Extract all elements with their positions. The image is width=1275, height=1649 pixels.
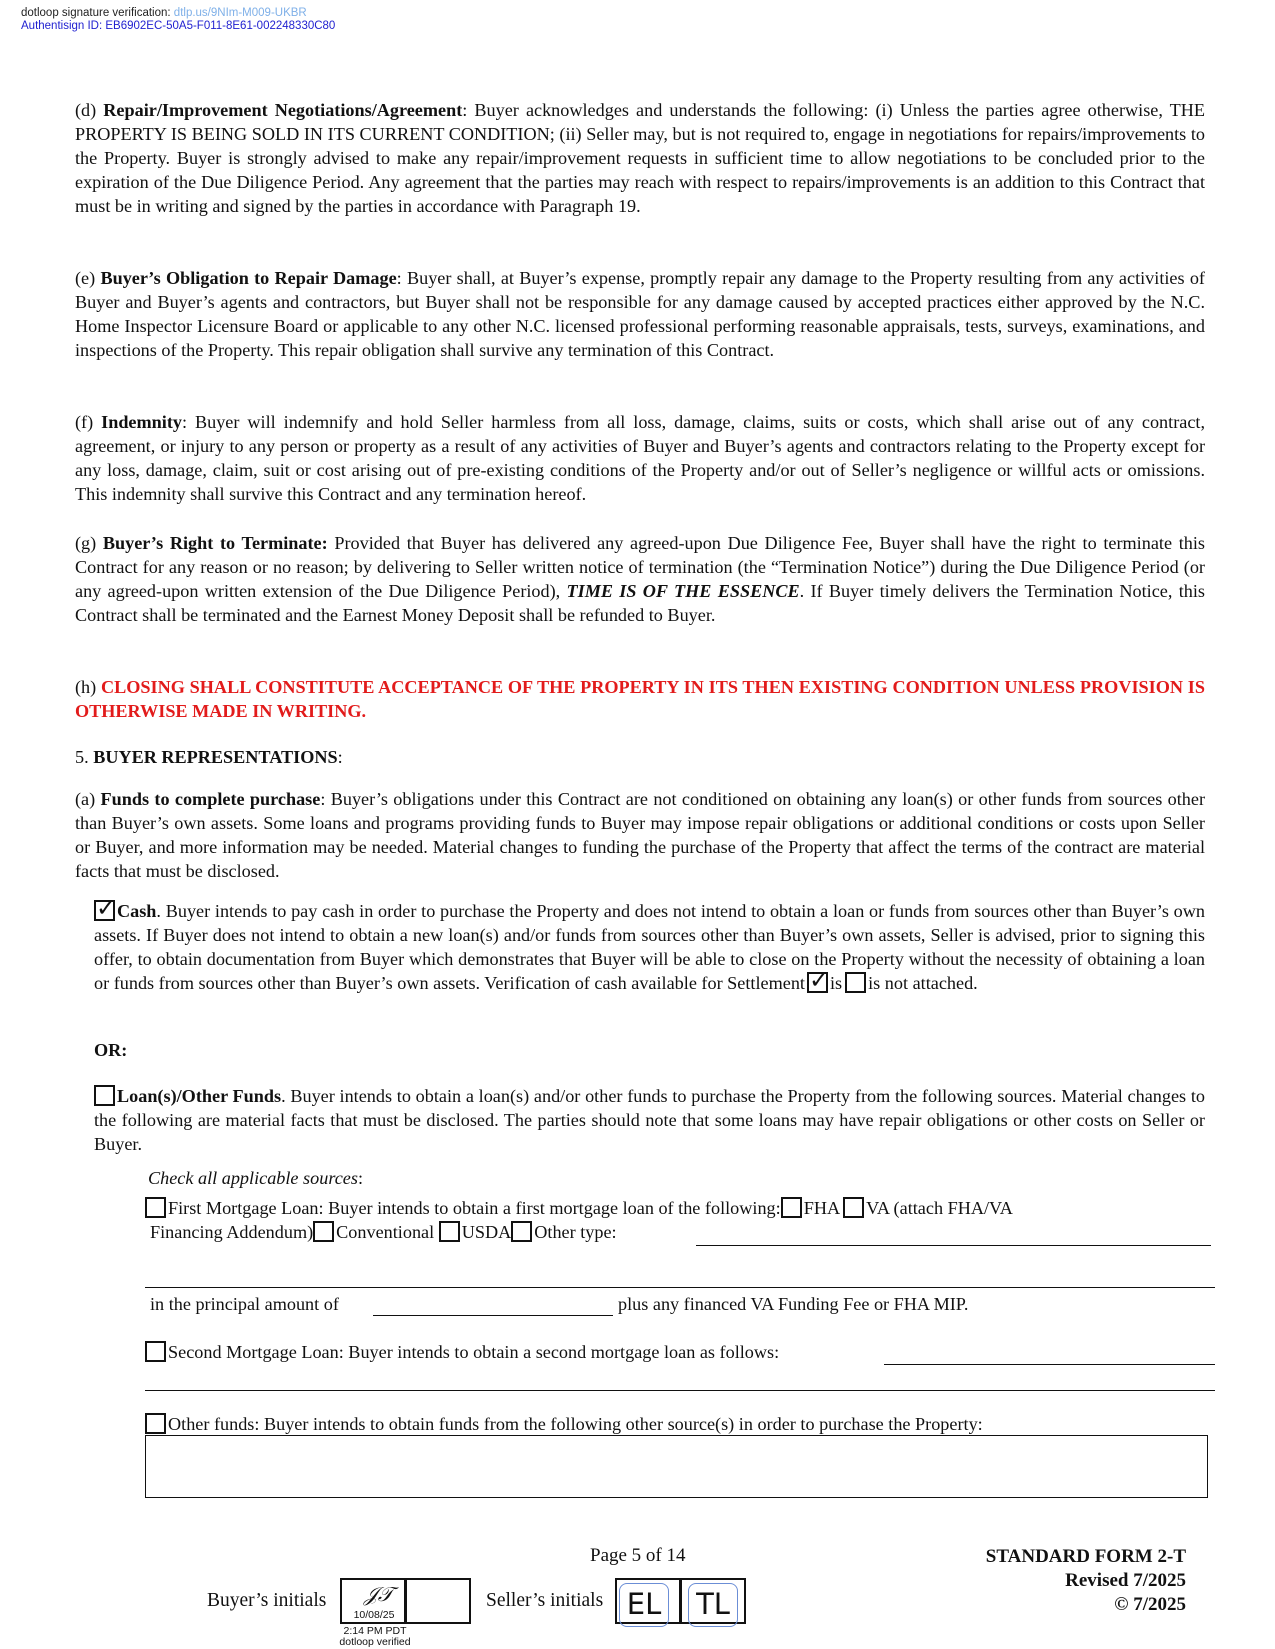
section-f-indemnity: (f) Indemnity: Buyer will indemnify and hold Seller harmless from all loss, damage, claims, suits or costs, which shall arise out of any contract, agreement, or injury to any person or property as a result of any activities of Buyer and Buyer’s agents and contractors relating to the Property except for any loss, damage, claim, suit or cost arising out of pre-existing conditions of the Property and/or out of Seller’s negligence or willful acts or omissions. This indemnity shall survive this Contract and any termination hereof.: [75, 412, 1205, 504]
verification-is-checkbox[interactable]: [807, 966, 830, 994]
buyer-initials-label: Buyer’s initials: [207, 1590, 327, 1611]
form-identifier: STANDARD FORM 2-T Revised 7/2025 © 7/2025: [985, 1546, 1186, 1615]
usda-checkbox[interactable]: [439, 1221, 460, 1242]
principal-amount-input[interactable]: [373, 1315, 613, 1316]
buyer-initials-box-1[interactable]: [340, 1578, 406, 1624]
principal-suffix: plus any financed VA Funding Fee or FHA MIP.: [618, 1294, 969, 1314]
section-d-title: Repair/Improvement Negotiations/Agreement: [103, 100, 463, 120]
other-type-checkbox[interactable]: [511, 1221, 532, 1242]
first-mortgage-types: Financing Addendum) Conventional USDA Other type:: [150, 1222, 617, 1242]
buyer-initial-1-signature: 𝒥𝒯: [364, 1582, 394, 1606]
other-type-input[interactable]: [696, 1245, 1211, 1246]
other-funds-checkbox[interactable]: [145, 1413, 166, 1434]
signature-verification-header: [21, 7, 335, 33]
authentisign-id: Authentisign ID: EB6902EC-50A5-F011-8E61-002248330C80: [21, 20, 336, 32]
section-5a-title: Funds to complete purchase: [100, 789, 321, 809]
buyer-initials-box-2[interactable]: [405, 1578, 471, 1624]
closing-acceptance-warning: CLOSING SHALL CONSTITUTE ACCEPTANCE OF THE PROPERTY IN ITS THEN EXISTING CONDITION UNLESS PROVISION IS OTHERWISE MADE IN WRITING.: [75, 677, 1205, 721]
section-5-heading: 5. BUYER REPRESENTATIONS:: [75, 747, 343, 767]
cash-title: Cash: [117, 901, 157, 921]
section-g-title: Buyer’s Right to Terminate:: [102, 533, 328, 553]
time-essence-emphasis: TIME IS OF THE ESSENCE: [566, 581, 800, 601]
buyer-initial-1-date: 10/08/25: [353, 1609, 395, 1621]
verification-is-not-checkbox[interactable]: [845, 972, 866, 993]
first-mortgage-option: First Mortgage Loan: Buyer intends to obtain a first mortgage loan of the following: FHA VA (attach FHA/VA: [145, 1196, 1215, 1220]
fha-checkbox[interactable]: [781, 1197, 802, 1218]
va-checkbox[interactable]: [843, 1197, 864, 1218]
section-5a-funds: (a) Funds to complete purchase: Buyer’s obligations under this Contract are not conditioned on obtaining any loan(s) or other funds from sources other than Buyer’s own assets. Some loans and programs providing funds to Buyer may impose repair obligations or additional conditions or costs upon Seller or Buyer, and more information may be needed. Material changes to funding the purchase of the Property that affect the terms of the contract are material facts that must be disclosed.: [75, 789, 1206, 881]
first-mortgage-checkbox[interactable]: [145, 1197, 166, 1218]
section-e-repair-damage: (e) Buyer’s Obligation to Repair Damage: Buyer shall, at Buyer’s expense, promptly repair any damage to the Property resulting from any activities of Buyer and Buyer’s agents and contractors, but Buyer shall not be responsible for any damage caused by accepted practices either approved by the N.C. Home Inspector Licensure Board or applicable to any other N.C. licensed professional performing reasonable appraisals, tests, surveys, examinations, and inspections of the Property. This repair obligation shall survive any termination of this Contract.: [75, 268, 1205, 360]
section-d-repair-negotiations: (d) Repair/Improvement Negotiations/Agreement: Buyer acknowledges and understands the following: (i) Unless the parties agree otherwise, THE PROPERTY IS BEING SOLD IN ITS CURRENT CONDITION; (ii) Seller may, but is not required to, engage in negotiations for repairs/improvements to the Property. Buyer is strongly advised to make any repair/improvement requests in sufficient time to allow negotiations to be concluded prior to the expiration of the Due Diligence Period. Any agreement that the parties may reach with respect to repairs/improvements is an addition to this Contract that must be in writing and signed by the parties in accordance with Paragraph 19.: [75, 100, 1205, 216]
checkmark-icon: ✓: [96, 894, 117, 922]
section-e-title: Buyer’s Obligation to Repair Damage: [100, 268, 397, 288]
section-g-right-to-terminate: (g) Buyer’s Right to Terminate: Provided that Buyer has delivered any agreed-upon Due Diligence Fee, Buyer shall have the right to terminate this Contract for any reason or no reason; by delivering to Seller written notice of termination (the “Termination Notice”) during the Due Diligence Period (or any agreed-upon written extension of the Due Diligence Period), TIME IS OF THE ESSENCE. If Buyer timely delivers the Termination Notice, this Contract shall be terminated and the Earnest Money Deposit shall be refunded to Buyer.: [75, 533, 1205, 625]
section-h-closing-acceptance: (h) CLOSING SHALL CONSTITUTE ACCEPTANCE OF THE PROPERTY IN ITS THEN EXISTING CONDITION UNLESS PROVISION IS OTHERWISE MADE IN WRITING.: [75, 677, 1205, 721]
other-funds-option: Other funds: Buyer intends to obtain funds from the following other source(s) in order to purchase the Property:: [145, 1412, 983, 1436]
seller-initials-box-1[interactable]: [615, 1578, 681, 1624]
second-mortgage-option: Second Mortgage Loan: Buyer intends to obtain a second mortgage loan as follows:: [145, 1340, 779, 1364]
other-funds-textbox[interactable]: [145, 1435, 1208, 1498]
cash-option: ✓ Cash. Buyer intends to pay cash in order to purchase the Property and does not intend to obtain a loan or funds from sources other than Buyer’s own assets. If Buyer does not intend to obtain a new loan(s) and/or funds from sources other than Buyer’s own assets, Seller is advised, prior to signing this offer, to obtain documentation from Buyer which demonstrates that Buyer will be able to close on the Property without the necessity of obtaining a loan or funds from sources other than Buyer’s own assets. Verification of cash available for Settlement ✓ is is not attached.: [94, 894, 1205, 994]
second-mortgage-checkbox[interactable]: [145, 1341, 166, 1362]
or-label: OR:: [94, 1040, 128, 1060]
page-number: Page 5 of 14: [590, 1545, 686, 1566]
verification-label: dotloop signature verification:: [21, 7, 171, 19]
checkmark-icon: ✓: [808, 966, 830, 994]
cash-checkbox[interactable]: [94, 894, 117, 922]
loans-checkbox[interactable]: [94, 1085, 115, 1106]
seller-initial-2: TL: [688, 1583, 738, 1627]
seller-initials-label: Seller’s initials: [486, 1590, 604, 1611]
second-mortgage-input-line-2[interactable]: [145, 1390, 1215, 1391]
verification-link[interactable]: dtlp.us/9NIm-M009-UKBR: [173, 7, 307, 19]
loans-title: Loan(s)/Other Funds: [117, 1086, 282, 1106]
conventional-checkbox[interactable]: [313, 1221, 334, 1242]
principal-amount-label: in the principal amount of: [150, 1294, 339, 1314]
seller-initials-box-2[interactable]: [680, 1578, 746, 1624]
other-type-input-line-2[interactable]: [145, 1287, 1215, 1288]
loans-option: Loan(s)/Other Funds. Buyer intends to obtain a loan(s) and/or other funds to purchase the Property from the following sources. Material changes to the following are material facts that must be disclosed. The parties should note that some loans may have repair obligations or other costs on Seller or Buyer.: [94, 1086, 1205, 1154]
buyer-initial-1-stamp: 2:14 PM PDT dotloop verified: [339, 1625, 411, 1648]
seller-initial-1: EL: [619, 1583, 669, 1627]
second-mortgage-input[interactable]: [884, 1364, 1215, 1365]
section-f-title: Indemnity: [101, 412, 182, 432]
check-all-label: Check all applicable sources:: [148, 1168, 364, 1188]
